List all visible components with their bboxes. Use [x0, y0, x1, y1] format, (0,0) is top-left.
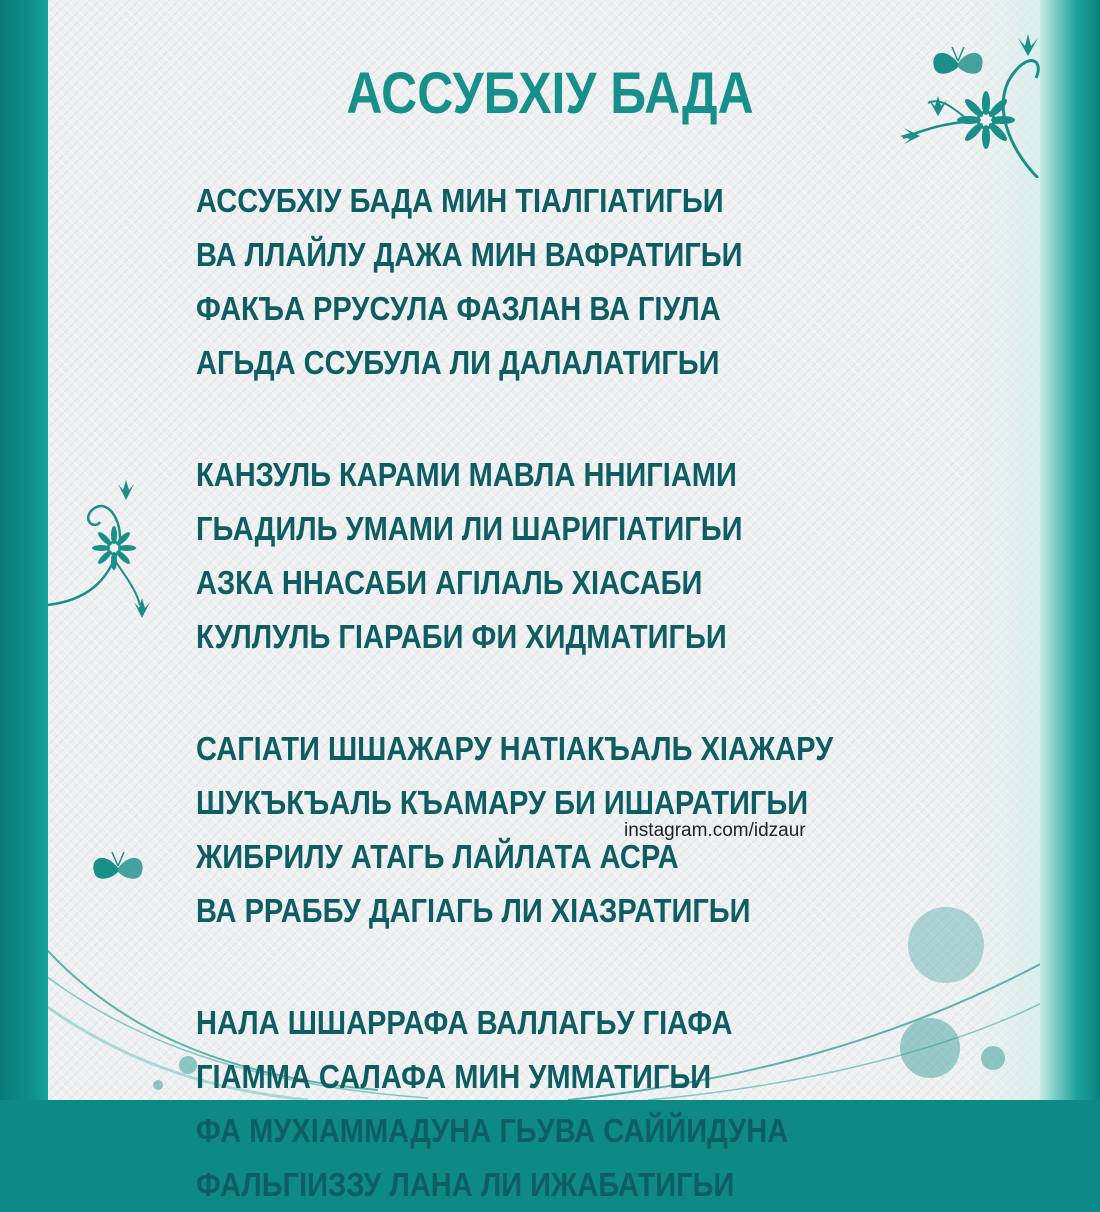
poem-line: САГIАТИ ШШАЖАРУ НАТIАКЪАЛЬ ХIАЖАРУ: [196, 730, 834, 767]
poem-line: ГIАММА САЛАФА МИН УММАТИГЬИ: [196, 1058, 712, 1095]
poem-line: ГЬАДИЛЬ УМАМИ ЛИ ШАРИГIАТИГЬИ: [196, 510, 743, 547]
poem-line: АССУБХIУ БАДА МИН ТIАЛГIАТИГЬИ: [196, 182, 724, 219]
flower-icon: [134, 598, 150, 618]
poem-line: НАЛА ШШАРРАФА ВАЛЛАГЬУ ГIАФА: [196, 1004, 733, 1041]
poem-line: КАНЗУЛЬ КАРАМИ МАВЛА ННИГIАМИ: [196, 456, 737, 493]
poem-line: ШУКЪКЪАЛЬ КЪАМАРУ БИ ИШАРАТИГЬИ: [196, 784, 809, 821]
poem-line: ВА ЛЛАЙЛУ ДАЖА МИН ВАФРАТИГЬИ: [196, 236, 743, 273]
poem-body: [196, 174, 956, 1212]
left-teal-border: [0, 0, 48, 1100]
flower-icon: [118, 480, 134, 500]
stanza-1: [196, 174, 956, 390]
poem-line: АГЬДА ССУБУЛА ЛИ ДАЛАЛАТИГЬИ: [196, 344, 720, 381]
flower-icon: [900, 128, 920, 144]
poem-title: АССУБХIУ БАДА: [346, 61, 754, 126]
right-teal-border: [1040, 0, 1100, 1100]
instagram-credit: instagram.com/idzaur: [624, 820, 806, 841]
flower-icon: [92, 526, 136, 570]
poem-line: ФА МУХIАММАДУНА ГЬУВА САЙЙИДУНА: [196, 1112, 789, 1149]
poem-line: КУЛЛУЛЬ ГIАРАБИ ФИ ХИДМАТИГЬИ: [196, 618, 727, 655]
stanza-3: [196, 722, 956, 938]
poem-line: ЖИБРИЛУ АТАГЬ ЛАЙЛАТА АСРА: [196, 838, 679, 875]
butterfly-icon: [88, 840, 148, 890]
floral-decoration-left: [48, 470, 168, 630]
poem-line: АЗКА ННАСАБИ АГIЛАЛЬ ХIАСАБИ: [196, 564, 703, 601]
poem-line: ВА РРАББУ ДАГIАГЬ ЛИ ХIАЗРАТИГЬИ: [196, 892, 751, 929]
stanza-4: [196, 996, 956, 1212]
poem-line: ФАЛЬГIИЗЗУ ЛАНА ЛИ ИЖАБАТИГЬИ: [196, 1166, 735, 1203]
poem-line: ФАКЪА РРУСУЛА ФАЗЛАН ВА ГIУЛА: [196, 290, 721, 327]
flower-icon: [1018, 34, 1038, 56]
stanza-2: [196, 448, 956, 664]
